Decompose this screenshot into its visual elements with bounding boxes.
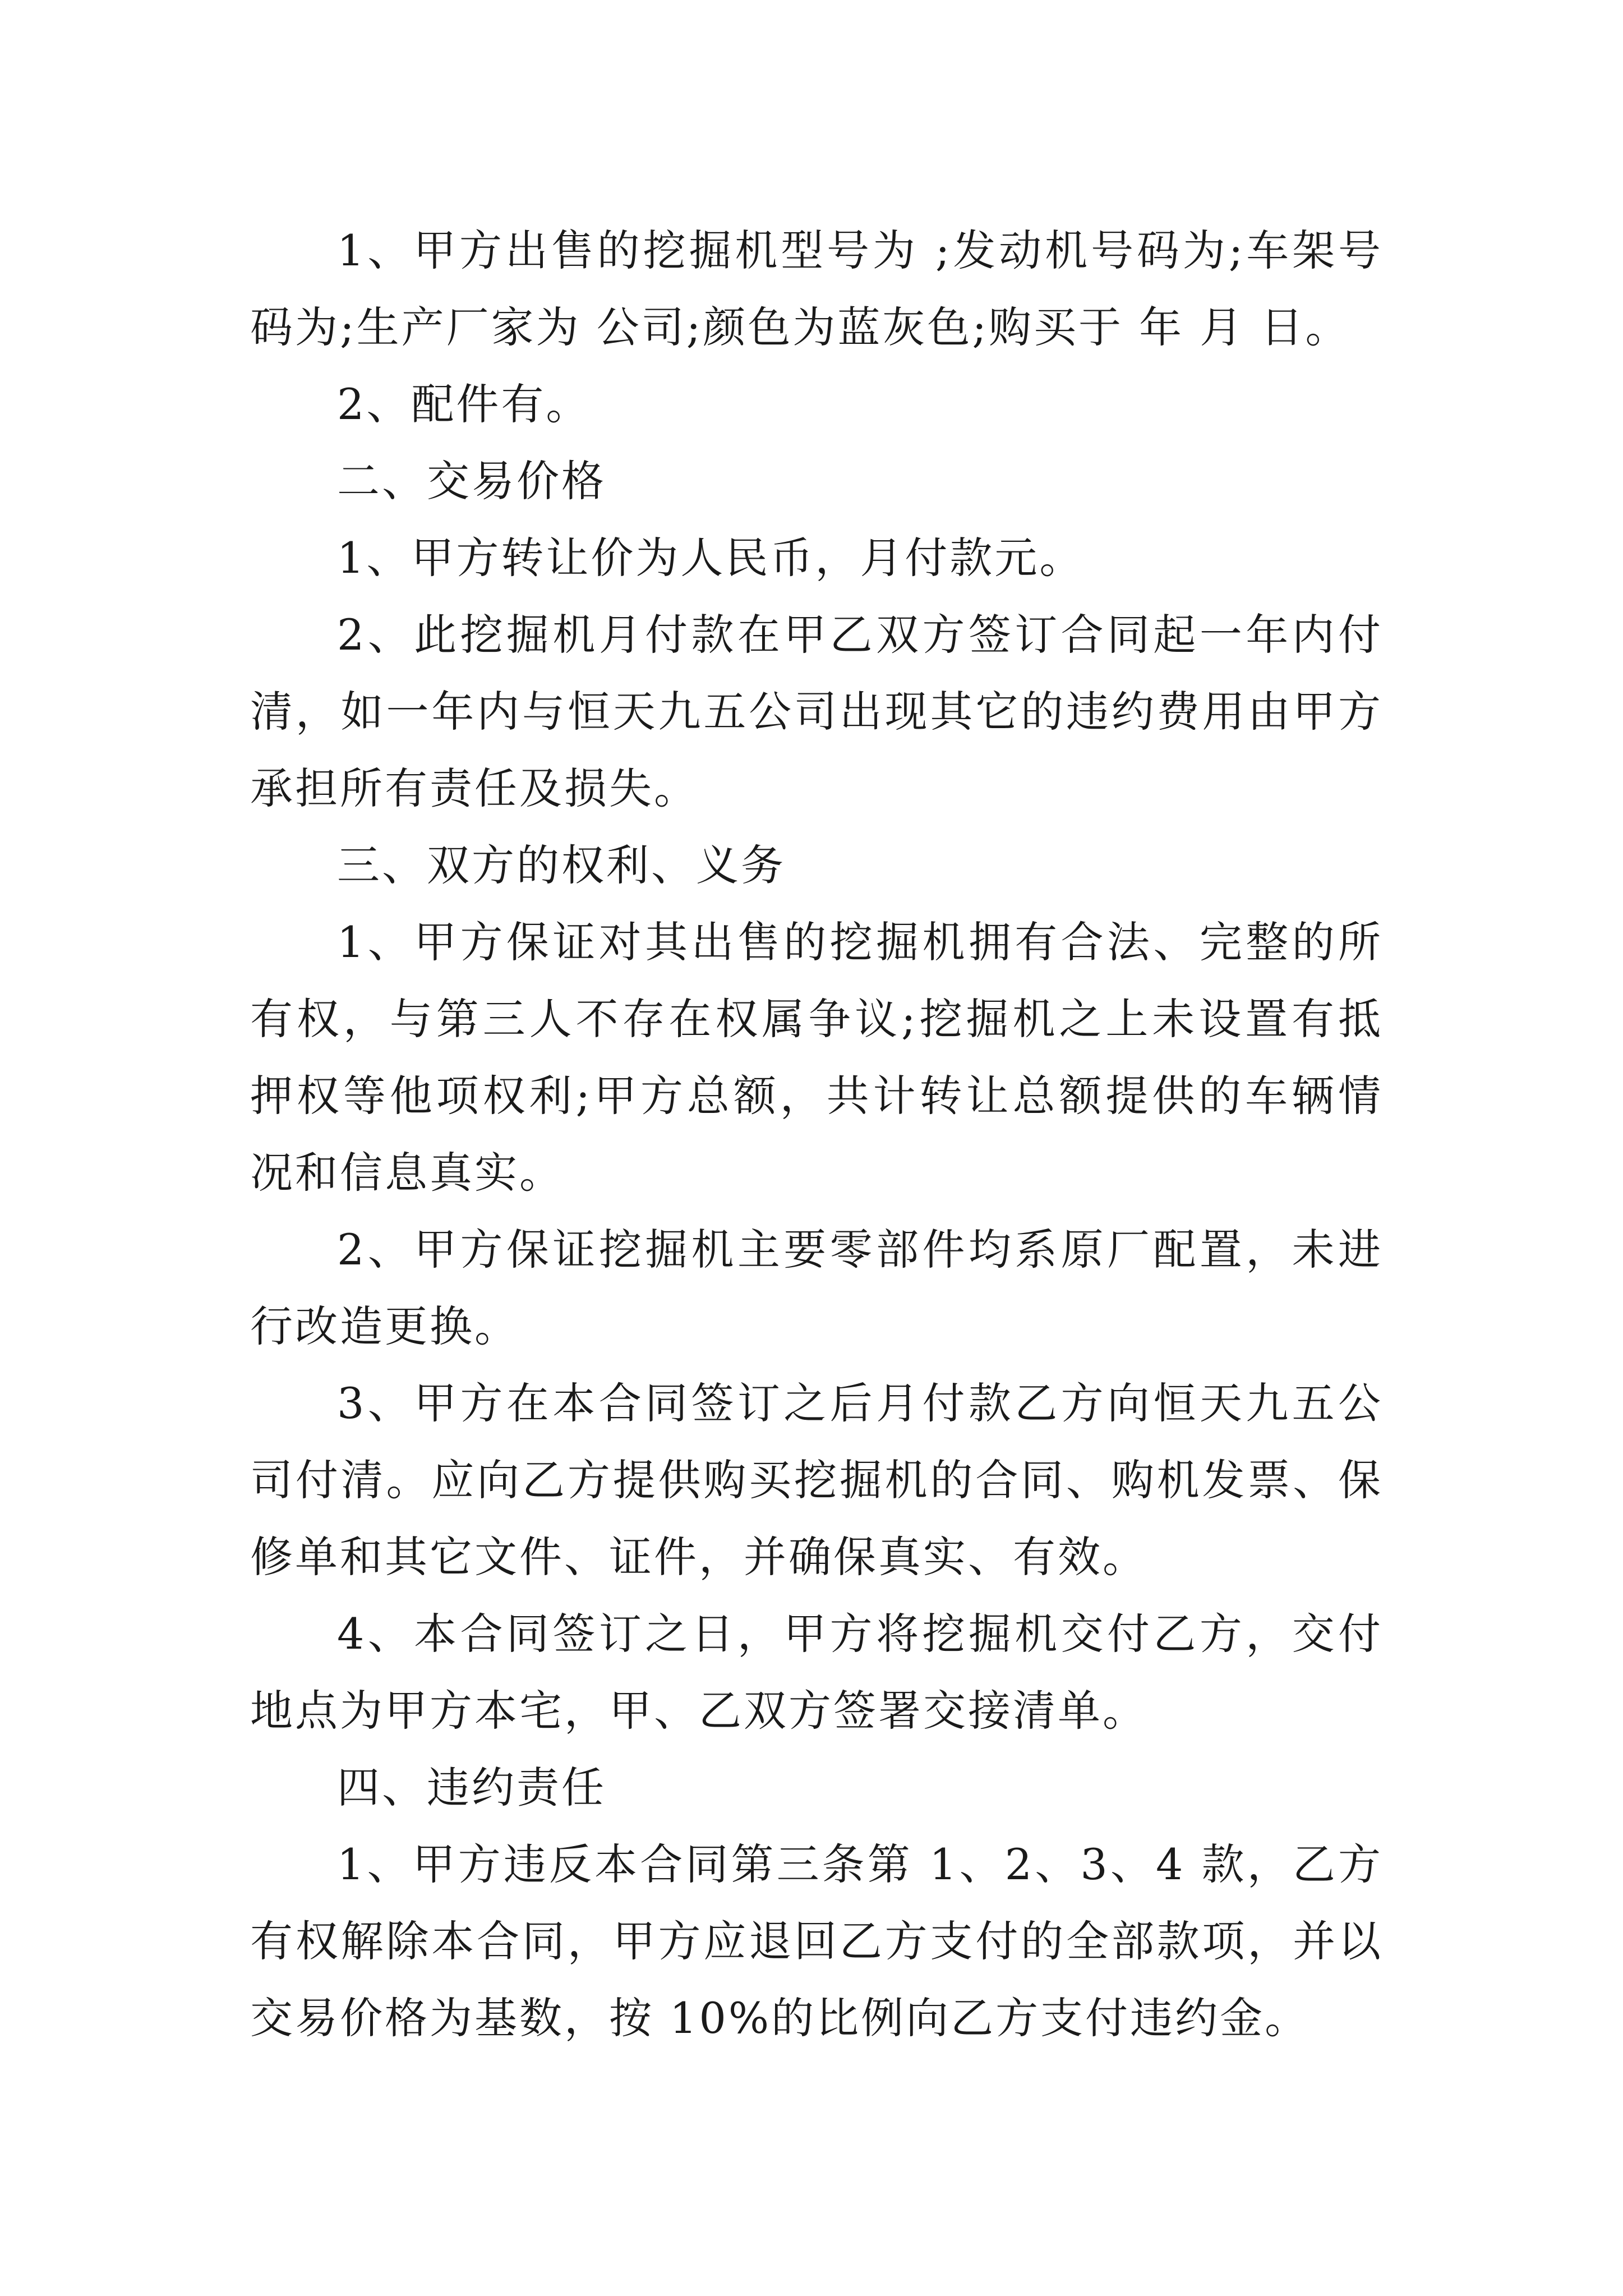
paragraph-breach: 1、甲方违反本合同第三条第 1、2、3、4 款，乙方有权解除本合同，甲方应退回乙方支付的全部款项，并以交易价格为基数，按 10%的比例向乙方支付违约金。 [250, 1839, 1383, 2043]
paragraph-machine-info: 1、甲方出售的挖掘机型号为 ;发动机号码为;车架号码为;生产厂家为 公司;颜色为蓝灰色;购买于 年 月 日。 [250, 226, 1383, 352]
paragraph-price: 1、甲方转让价为人民币，月付款元。 [337, 533, 1085, 583]
paragraph-original-parts: 2、甲方保证挖掘机主要零部件均系原厂配置，未进行改造更换。 [250, 1225, 1383, 1351]
paragraph-accessories: 2、配件有。 [337, 379, 591, 429]
paragraph-payment-term: 2、此挖掘机月付款在甲乙双方签订合同起一年内付清，如一年内与恒天九五公司出现其它的违约费用由甲方承担所有责任及损失。 [250, 610, 1383, 813]
document-body [250, 212, 1383, 2056]
section-heading-liability: 四、违约责任 [337, 1763, 606, 1812]
paragraph-documents: 3、甲方在本合同签订之后月付款乙方向恒天九五公司付清。应向乙方提供购买挖掘机的合同、购机发票、保修单和其它文件、证件，并确保真实、有效。 [250, 1378, 1383, 1582]
section-heading-price: 二、交易价格 [337, 456, 606, 506]
paragraph-delivery: 4、本合同签订之日，甲方将挖掘机交付乙方，交付地点为甲方本宅，甲、乙双方签署交接清单。 [250, 1609, 1383, 1736]
paragraph-ownership: 1、甲方保证对其出售的挖掘机拥有合法、完整的所有权，与第三人不存在权属争议;挖掘机之上未设置有抵押权等他项权利;甲方总额，共计转让总额提供的车辆情况和信息真实。 [250, 917, 1383, 1198]
section-heading-rights: 三、双方的权利、义务 [337, 840, 786, 890]
